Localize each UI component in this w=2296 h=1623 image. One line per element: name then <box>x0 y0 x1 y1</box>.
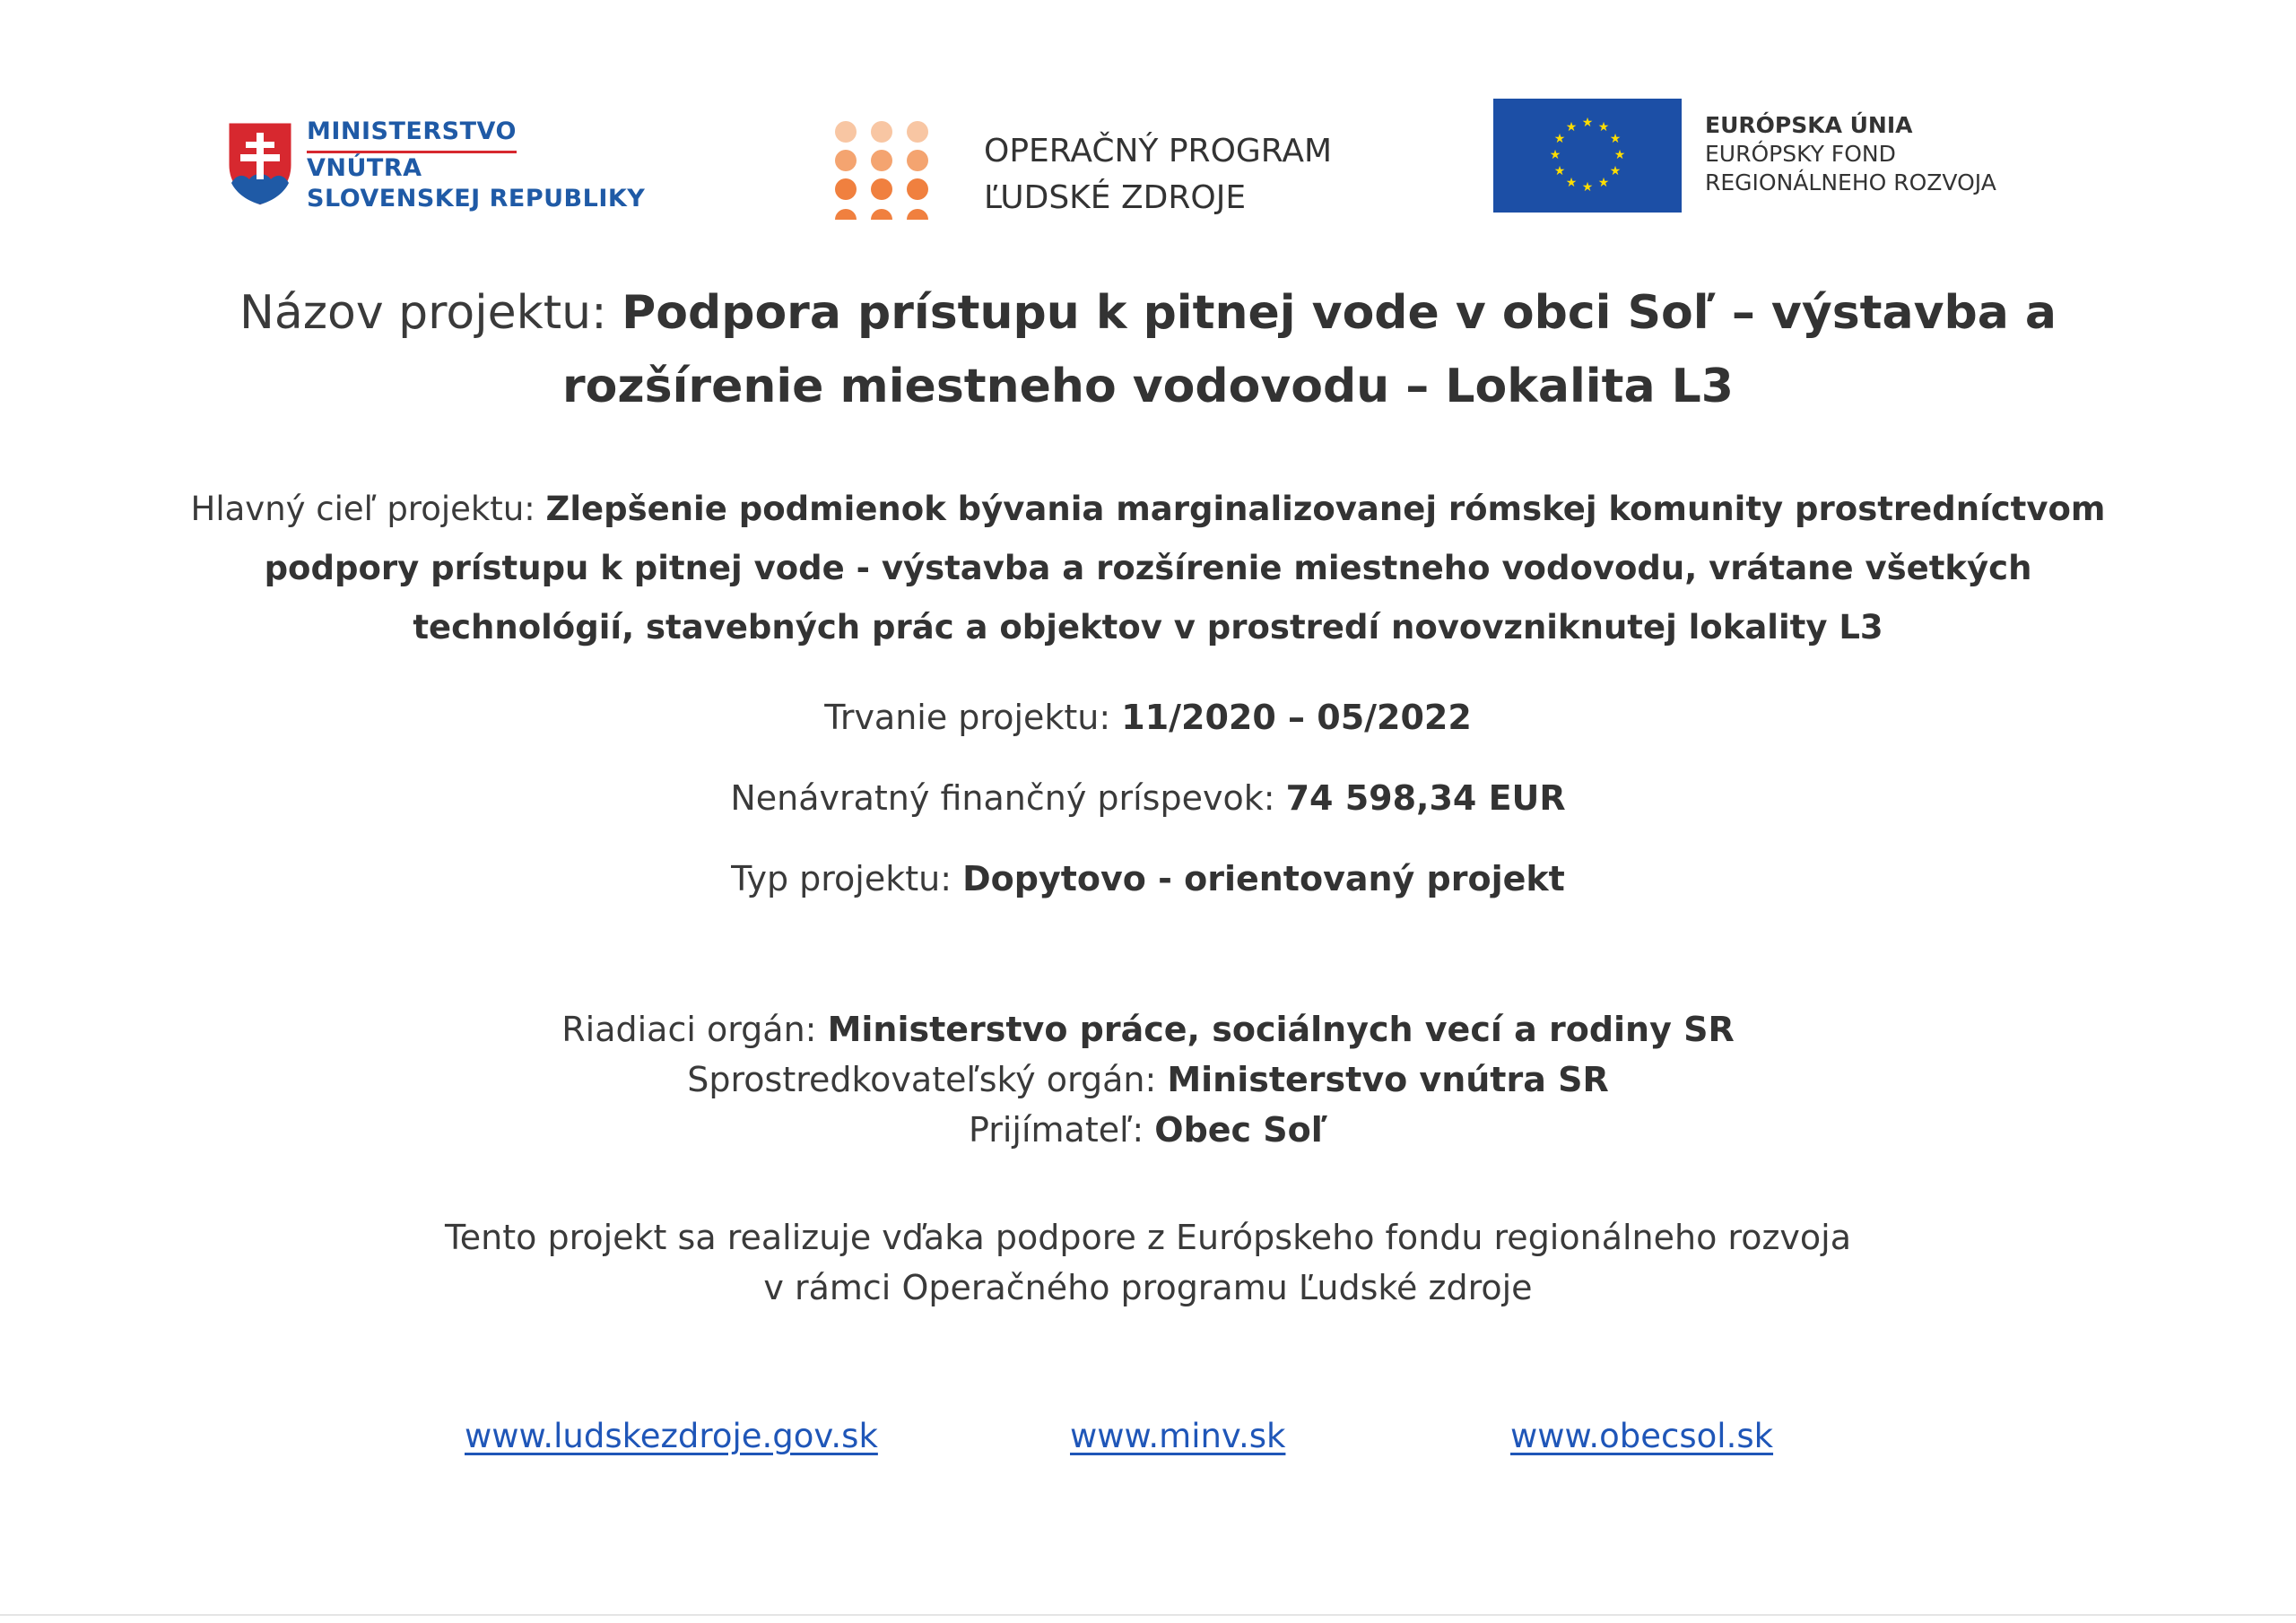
link-ludskezdroje[interactable]: www.ludskezdroje.gov.sk <box>465 1417 878 1455</box>
ministry-name-line3: SLOVENSKEJ REPUBLIKY <box>307 185 646 213</box>
managing-authority <box>108 1004 2188 1055</box>
svg-text:★: ★ <box>1553 132 1566 146</box>
recipient-value: Obec Soľ <box>1154 1110 1327 1150</box>
link-obecsol[interactable]: www.obecsol.sk <box>1510 1417 1774 1455</box>
eu-flag-icon <box>1493 99 1682 213</box>
duration-label: Trvanie projektu: <box>824 698 1122 737</box>
svg-text:★: ★ <box>1565 176 1578 190</box>
programme-name-line2: ĽUDSKÉ ZDROJE <box>984 179 1247 216</box>
intermediate-body-label: Sprostredkovateľský orgán: <box>687 1060 1168 1099</box>
project-duration <box>108 690 2188 744</box>
svg-text:★: ★ <box>1565 120 1578 135</box>
project-grant <box>108 771 2188 825</box>
recipient-label: Prijímateľ: <box>969 1110 1155 1150</box>
grant-value: 74 598,34 EUR <box>1285 778 1566 818</box>
managing-authority-value: Ministerstvo práce, sociálnych vecí a rodiny SR <box>827 1010 1735 1049</box>
svg-text:★: ★ <box>1609 164 1622 178</box>
svg-text:★: ★ <box>1581 116 1594 130</box>
svg-text:★: ★ <box>1613 148 1626 162</box>
link-minv[interactable]: www.minv.sk <box>1070 1417 1286 1455</box>
eu-fund-line3: REGIONÁLNEHO ROZVOJA <box>1705 169 1996 195</box>
project-title <box>108 276 2188 423</box>
eu-logo <box>1493 99 2121 215</box>
svg-text:★: ★ <box>1553 164 1566 178</box>
ministry-name-line2: VNÚTRA <box>307 154 422 182</box>
ministry-name-line1: MINISTERSTVO <box>307 117 517 153</box>
grant-label: Nenávratný finančný príspevok: <box>730 778 1286 818</box>
project-title-value: Podpora prístupu k pitnej vode v obci Soľ – výstavba a rozšírenie miestneho vodovodu – Lokalita L3 <box>562 286 2057 413</box>
svg-text:★: ★ <box>1597 176 1610 190</box>
intermediate-body <box>108 1055 2188 1105</box>
slovak-coat-of-arms-icon <box>224 120 296 208</box>
authorities-block <box>108 1004 2188 1155</box>
project-main-goal <box>179 480 2117 657</box>
intermediate-body-value: Ministerstvo vnútra SR <box>1167 1060 1609 1099</box>
funding-note <box>108 1212 2188 1313</box>
ministry-name <box>307 117 645 214</box>
project-type <box>108 852 2188 906</box>
dot-grid-logo-icon <box>830 119 937 220</box>
eu-fund-name <box>1705 111 1996 197</box>
funding-note-line1: Tento projekt sa realizuje vďaka podpore z Európskeho fondu regionálneho rozvoja <box>445 1218 1851 1257</box>
ministry-logo <box>224 117 655 224</box>
operational-programme-name <box>984 128 1332 221</box>
eu-title: EURÓPSKA ÚNIA <box>1705 112 1913 138</box>
project-type-label: Typ projektu: <box>731 859 963 898</box>
svg-text:★: ★ <box>1549 148 1561 162</box>
funding-note-line2: v rámci Operačného programu Ľudské zdroje <box>763 1268 1533 1307</box>
operational-programme-logo <box>830 119 1368 227</box>
main-goal-value: Zlepšenie podmienok bývania marginalizovanej rómskej komunity prostredníctvom podpory prístupu k pitnej vode - výstavba a rozšírenie miestneho vodovodu, vrátane všetkých technológií, stavebných prác a objektov v prostredí novovzniknutej lokality L3 <box>264 490 2106 647</box>
project-type-value: Dopytovo - orientovaný projekt <box>962 859 1565 898</box>
recipient <box>108 1105 2188 1155</box>
duration-value: 11/2020 – 05/2022 <box>1121 698 1472 737</box>
programme-name-line1: OPERAČNÝ PROGRAM <box>984 133 1333 169</box>
project-title-label: Názov projektu: <box>239 286 622 340</box>
eu-fund-line2: EURÓPSKY FOND <box>1705 141 1896 167</box>
svg-text:★: ★ <box>1597 120 1610 135</box>
bottom-divider <box>0 1614 2296 1616</box>
svg-text:★: ★ <box>1609 132 1622 146</box>
main-goal-label: Hlavný cieľ projektu: <box>190 490 546 528</box>
managing-authority-label: Riadiaci orgán: <box>561 1010 828 1049</box>
svg-text:★: ★ <box>1581 180 1594 195</box>
